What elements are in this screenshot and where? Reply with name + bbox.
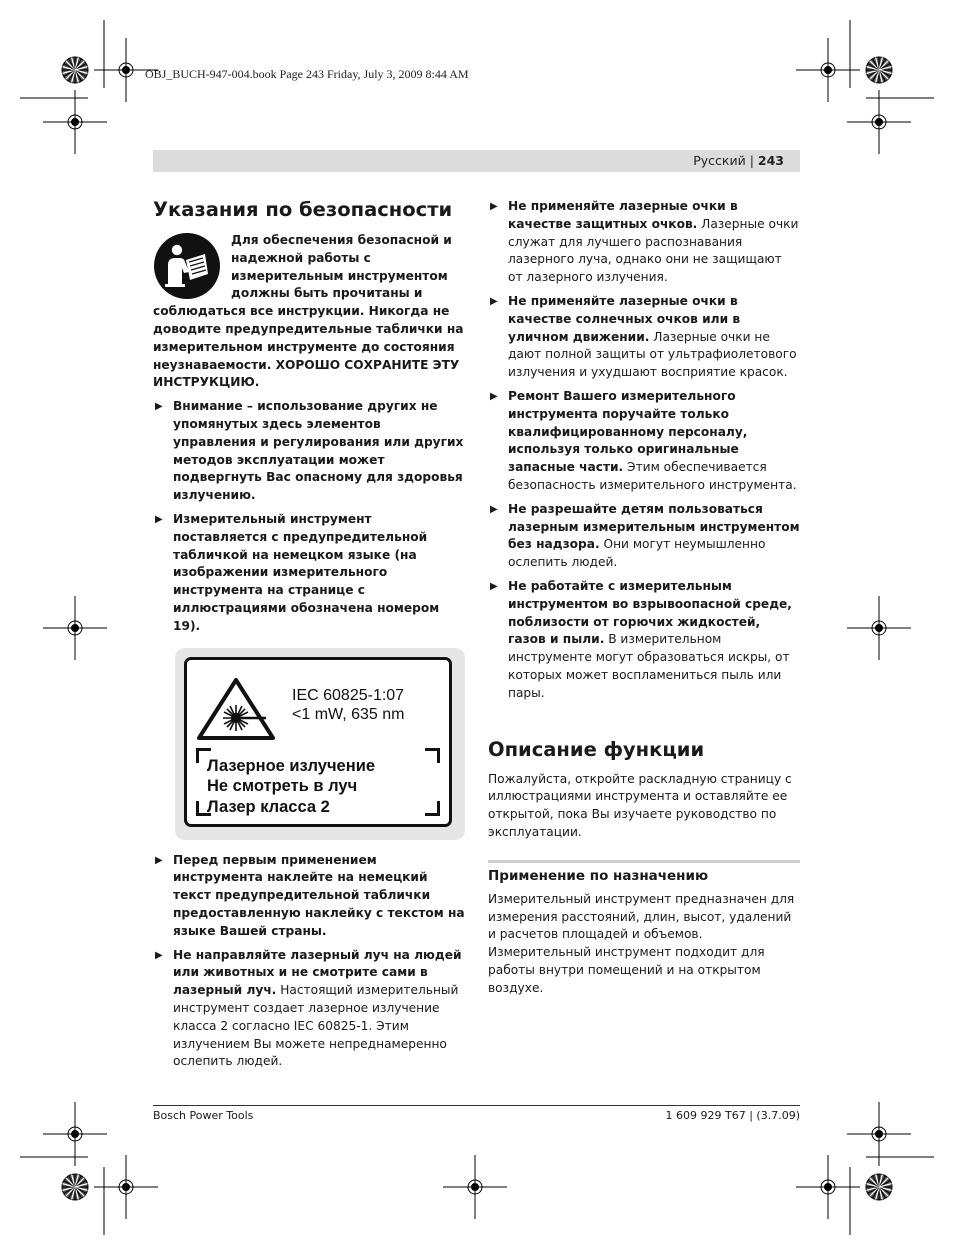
registration-crosshair [443,1155,507,1219]
section-title: Описание функции [488,737,705,761]
label-line: Не смотреть в луч [207,777,358,796]
registration-crosshair [847,1102,911,1166]
label-line: Лазерное излучение [207,756,376,775]
bullet-bold-text: Ремонт Вашего измерительного инструмента поручайте только квалифицированному персоналу, используя только оригинальные запасные части. [508,388,748,475]
bullet-text: Настоящий измерительный инструмент создает лазерное излучение класса 2 согласно IEC 60825-1. Этим излучением Вы можете непреднамеренно ослепить людей. [173,983,459,1069]
bullet-arrow-icon: ▶ [155,401,163,413]
page-number: 243 [757,153,784,168]
registration-starburst [62,1174,88,1200]
label-standard-line: IEC 60825-1:07 [292,686,405,704]
bullet-item [153,398,465,505]
read-manual-icon [153,232,221,300]
subsection-paragraph: Измерительный инструмент предназначен для измерения расстояний, длин, высот, удалений и расчетов площадей и объемов. Измерительный инструмент подходит для работы внутри помещений и на открытом воздухе. [488,891,795,995]
bullet-bold-text: Не применяйте лазерные очки в качестве защитных очков. [508,199,738,231]
bullet-item [153,947,465,1072]
warning-label [184,657,452,827]
intro-text: Для обеспечения безопасной и надежной работы с измерительным инструментом должны быть прочитаны и соблюдаться все инструкции. Никогда не доводите предупредительные таблички на измерительном инструменте до состояния неузнаваемости. ХОРОШО СОХРАНИТЕ ЭТУ ИНСТРУКЦИЮ. [153,233,464,390]
bullet-text: В измерительном инструменте могут образоваться искры, от которых может воспламениться пыль или пары. [508,632,790,700]
bullet-item [488,578,800,703]
bullet-text: Лазерные очки не дают полной защиты от ультрафиолетового излучения и ухудшают восприятие красок. [508,329,797,380]
label-corner-bracket [425,801,440,816]
intended-use-section [488,860,800,998]
left-column [153,197,465,1071]
bullet-text: Лазерные очки служат для лучшего распознавания лазерного луча, однако они не защищают от лазерного излучения. [508,216,799,285]
registration-crosshair [43,1102,107,1166]
bullet-item [488,198,800,287]
registration-starburst [62,57,88,83]
bullet-arrow-icon: ▶ [490,503,498,515]
registration-crosshair [43,90,107,154]
bullet-item [153,852,465,941]
bullet-arrow-icon: ▶ [155,949,163,961]
bullet-arrow-icon: ▶ [155,513,163,525]
page-header [153,150,800,172]
book-info-line: OBJ_BUCH-947-004.book Page 243 Friday, July 3, 2009 8:44 AM [145,67,469,81]
label-standard [292,686,405,724]
bullet-text: Этим обеспечивается безопасность измерительного инструмента. [508,460,797,492]
header-separator: | [745,153,758,168]
registration-crosshair [847,596,911,660]
function-section [488,737,800,842]
safety-title: Указания по безопасности [153,198,453,221]
registration-crosshair [43,596,107,660]
bullet-arrow-icon: ▶ [490,390,498,402]
bullet-arrow-icon: ▶ [490,295,498,307]
bullet-item [153,511,465,636]
bullet-arrow-icon: ▶ [490,201,498,212]
footer-brand: Bosch Power Tools [153,1109,254,1122]
bullet-arrow-icon: ▶ [155,854,163,866]
label-power-line: <1 mW, 635 nm [292,705,405,723]
label-line: Лазер класса 2 [207,797,330,816]
registration-starburst [866,1174,892,1200]
header-text [693,153,784,168]
footer-doc-number: 1 609 929 T67 | (3.7.09) [665,1109,800,1122]
registration-crosshair [847,90,911,154]
subsection-title: Применение по назначению [488,867,709,884]
intro-block [153,232,465,392]
bullet-text: Измерительный инструмент поставляется с предупредительной табличкой на немецком языке (на изображении измерительного инструмента на странице с иллюстрациями обозначена номером 19). [173,511,440,633]
bullet-text: Они могут неумышленно ослепить людей. [508,537,766,570]
bullet-text: Перед первым применением инструмента наклейте на немецкий текст предупредительной таблички предоставленную наклейку с текстом на языке Вашей страны. [173,852,465,938]
label-russian-text [207,756,375,818]
bullet-text: Внимание – использование других не упомянутых здесь элементов управления и регулирования или других методов эксплуатации может подвергнуть Вас опасному для здоровья излучению. [173,399,464,503]
registration-starburst [866,57,892,83]
bullet-arrow-icon: ▶ [490,580,498,592]
footer-divider [153,1105,800,1106]
bullet-bold-text: Не работайте с измерительным инструментом во взрывоопасной среде, поблизости от горючих жидкостей, газов и пыли. [508,578,792,647]
header-language: Русский [693,153,746,168]
bullet-bold-text: Не применяйте лазерные очки в качестве солнечных очков или в уличном движении. [508,293,741,344]
label-corner-bracket [425,748,440,763]
bullet-item [488,388,800,495]
section-paragraph: Пожалуйста, откройте раскладную страницу с иллюстрациями инструмента и оставляйте ее открытой, пока Вы изучаете руководство по эксплуатации. [488,771,792,839]
bullet-item [488,293,800,382]
bullet-item [488,501,800,572]
right-column [488,197,800,997]
warning-label-figure [175,648,465,840]
bullet-bold-text: Не разрешайте детям пользоваться лазерным измерительным инструментом без надзора. [508,501,800,552]
laser-warning-icon [196,677,276,741]
bullet-bold-text: Не направляйте лазерный луч на людей или животных и не смотрите сами в лазерный луч. [173,947,462,998]
